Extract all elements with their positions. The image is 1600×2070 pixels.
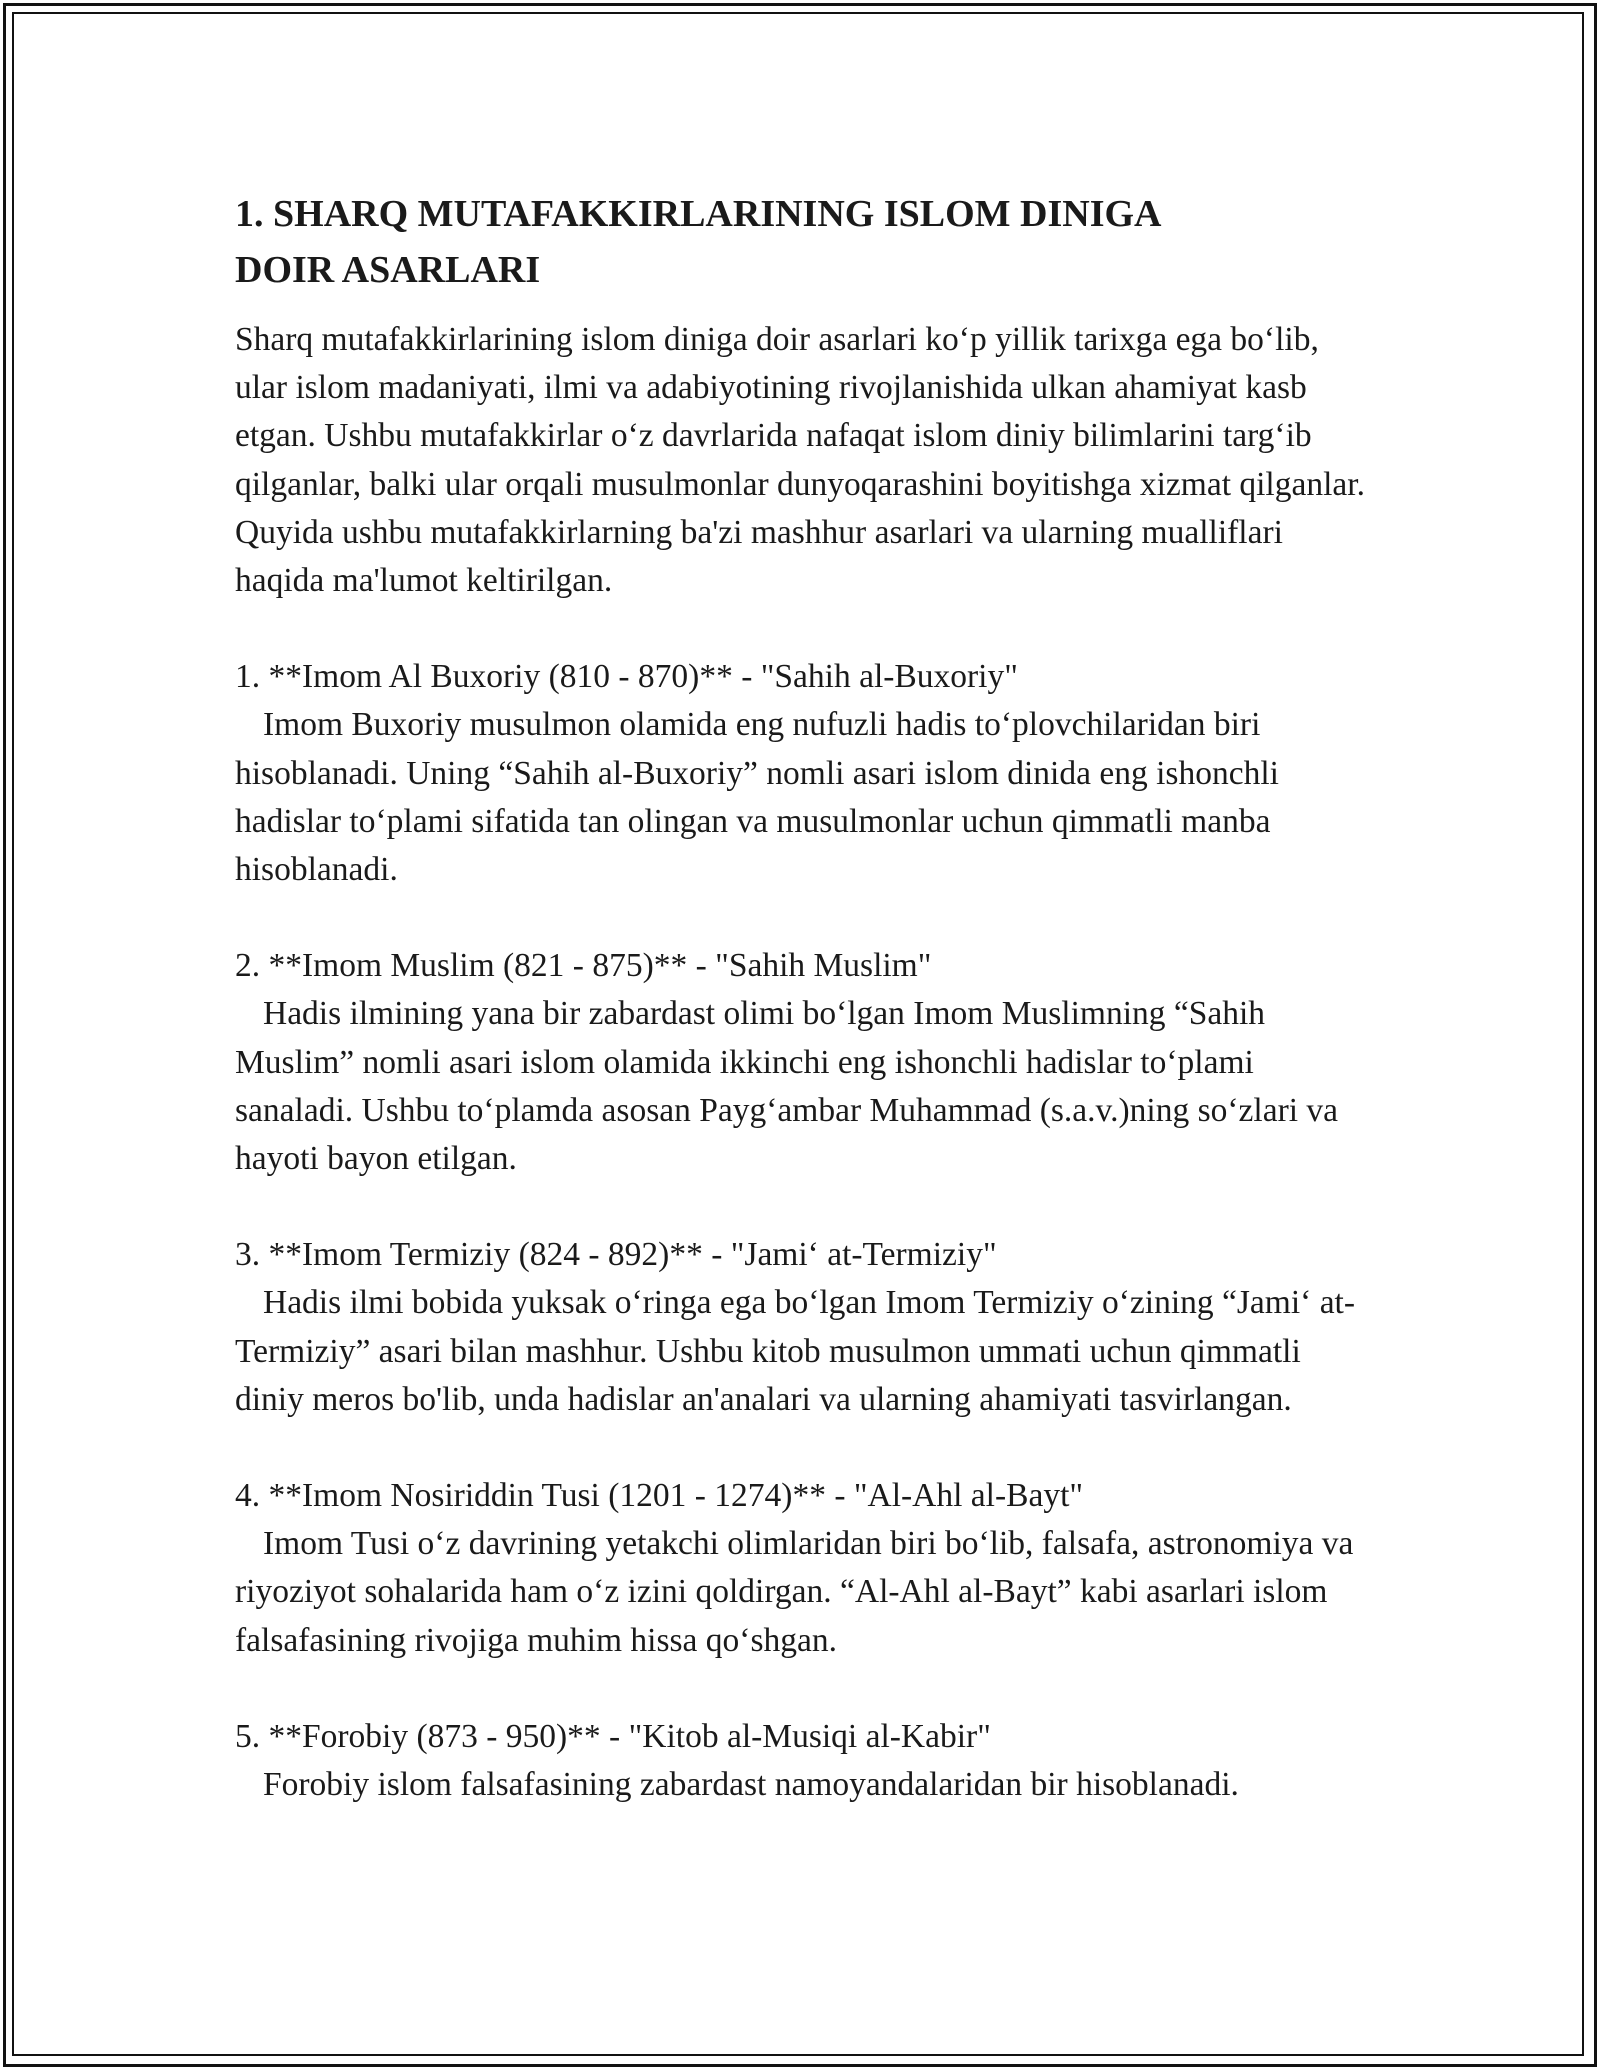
entry-heading: 4. **Imom Nosiriddin Tusi (1201 - 1274)** - "Al-Ahl al-Bayt" [235,1477,1084,1515]
entry-body: Hadis ilmining yana bir zabardast olimi boʻlgan Imom Muslimning “Sahih Muslim” nomli asari islom olamida ikkinchi eng ishonchli hadislar toʻplami sanaladi. Ushbu toʻplamda asosan Paygʻambar Muhammad (s.a.v.)ning soʻzlari va hayoti bayon etilgan. [235,995,1339,1178]
entry-heading: 1. **Imom Al Buxoriy (810 - 870)** - "Sahih al-Buxoriy" [235,658,1018,696]
list-item [235,1713,1365,1809]
entry-body: Hadis ilmi bobida yuksak oʻringa ega boʻlgan Imom Termiziy oʻzining “Jamiʻ at-Termiziy” asari bilan mashhur. Ushbu kitob musulmon ummati uchun qimmatli diniy meros bo'lib, unda hadislar an'analari va ularning ahamiyati tasvirlangan. [235,1284,1356,1418]
entry-heading: 3. **Imom Termiziy (824 - 892)** - "Jamiʻ at-Termiziy" [235,1236,997,1274]
document-content [235,186,1365,1809]
entry-heading: 5. **Forobiy (873 - 950)** - "Kitob al-Musiqi al-Kabir" [235,1717,991,1755]
page-title [235,186,1365,298]
entry-body: Forobiy islom falsafasining zabardast namoyandalaridan bir hisoblanadi. [263,1766,1239,1804]
entry-heading: 2. **Imom Muslim (821 - 875)** - "Sahih Muslim" [235,947,932,985]
page-title-line-1: 1. SHARQ MUTAFAKKIRLARINING ISLOM DINIGA [235,193,1162,235]
entry-body: Imom Tusi oʻz davrining yetakchi olimlaridan biri boʻlib, falsafa, astronomiya va riyoziyot sohalarida ham oʻz izini qoldirgan. “Al-Ahl al-Bayt” kabi asarlari islom falsafasining rivojiga muhim hissa qoʻshgan. [235,1525,1354,1659]
list-item [235,942,1365,1183]
entry-body: Imom Buxoriy musulmon olamida eng nufuzli hadis toʻplovchilaridan biri hisoblanadi. Uning “Sahih al-Buxoriy” nomli asari islom dinida eng ishonchli hadislar toʻplami sifatida tan olingan va musulmonlar uchun qimmatli manba hisoblanadi. [235,706,1279,889]
list-item [235,1231,1365,1424]
intro-paragraph: Sharq mutafakkirlarining islom diniga doir asarlari koʻp yillik tarixga ega boʻlib, ular islom madaniyati, ilmi va adabiyotining rivojlanishida ulkan ahamiyat kasb etgan. Ushbu mutafakkirlar oʻz davrlarida nafaqat islom diniy bilimlarini targʻib qilganlar, balki ular orqali musulmonlar dunyoqarashini boyitishga xizmat qilganlar. Quyida ushbu mutafakkirlarning ba'zi mashhur asarlari va ularning mualliflari haqida ma'lumot keltirilgan. [235,321,1365,600]
page-title-line-2: DOIR ASARLARI [235,249,541,291]
list-item [235,653,1365,894]
list-item [235,1472,1365,1665]
